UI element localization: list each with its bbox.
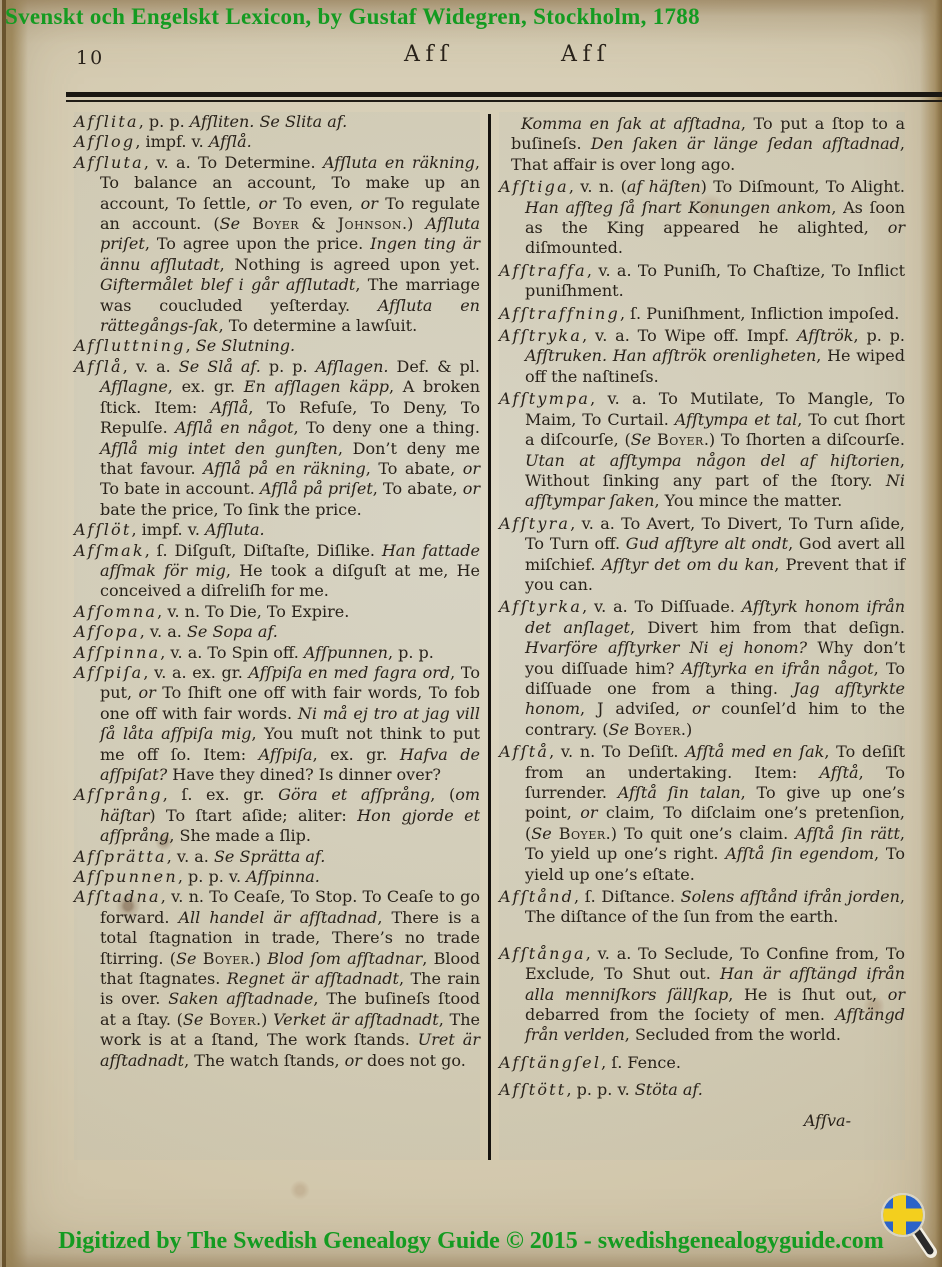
dictionary-entry: Afſtympa, v. a. To Mutilate, To Mangle, To Maim, To Curtail. Afſtympa et tal, To cut ſhort a diſcourſe, (Se Boyer.) To ſhorten a diſcourſe. Utan at afſtympa någon del af hiſtorien, Without ſinking any part of the ſtory. Ni afſtympar ſaken, You mince the matter. <box>499 389 905 511</box>
header-rule <box>66 92 942 102</box>
dictionary-entry: Afſluta, v. a. To Determine. Afſluta en räkning, To balance an account, To make up an account, To ſettle, or To even, or To regulate an account. (Se Boyer & Johnson.) Afſluta priſet, To agree upon the price. Ingen ting är ännu afſlutadt, Nothing is agreed upon yet. Giftermålet blef i går afſlutadt, The marriage was coucluded yeſterday. Afſluta en rättegångs-ſak, To determine a lawſuit. <box>74 152 481 336</box>
dictionary-entry: Afſtryka, v. a. To Wipe off. Impf. Afſtrök, p. p. Afſtruken. Han afſtrök orenligheten, He wiped off the naſtineſs. <box>499 326 905 386</box>
dictionary-entry: Afſtånga, v. a. To Seclude, To Confine from, To Exclude, To Shut out. Han är afſtängd ifrån alla menniſkors ſällſkap, He is ſhut out, or debarred from the ſociety of men. Afſtängd från verlden, Secluded from the world. <box>499 943 905 1045</box>
dictionary-entry: Afſopa, v. a. Se Sopa af. <box>74 622 278 642</box>
dictionary-entry: Afſtängſel, ſ. Fence. <box>499 1052 681 1072</box>
dictionary-entry: Afſpiſa, v. a. ex. gr. Afſpiſa en med fagra ord, To put, or To ſhift one off with fair words, To fob one off with fair words. Ni må ej tro at jag vill ſå låta afſpiſa mig, You muſt not think to put me off ſo. Item: Afſpiſa, ex. gr. Hafva de afſpiſat? Have they dined? Is dinner over? <box>74 662 481 784</box>
dictionary-entry: Afſlöt, impf. v. Afſluta. <box>74 520 265 540</box>
watermark-title: Svenskt och Engelskt Lexicon, by Gustaf Widegren, Stockholm, 1788 <box>5 4 700 29</box>
catchword: Afſva- <box>803 1110 851 1130</box>
dictionary-entry: Afſpunnen, p. p. v. Afſpinna. <box>74 867 320 887</box>
dictionary-entry: Afſlog, impf. v. Afſlå. <box>74 132 252 152</box>
page-number: 10 <box>76 47 105 69</box>
watermark-footer: Digitized by The Swedish Genealogy Guide © 2015 - swedishgenealogyguide.com <box>58 1228 884 1254</box>
dictionary-entry: Afſomna, v. n. To Die, To Expire. <box>74 601 350 621</box>
dictionary-entry: Komma en ſak at afſtadna, To put a ſtop to a buſineſs. Den ſaken är länge ſedan afſtadnad, That affair is over long ago. <box>511 114 905 174</box>
dictionary-entry: Afſtött, p. p. v. Stöta af. <box>499 1080 703 1100</box>
dictionary-entry: Afſtadna, v. n. To Ceaſe, To Stop. To Ceaſe to go forward. All handel är afſtadnad, There is a total ſtagnation in trade, There’s no trade ſtirring. (Se Boyer.) Blod ſom afſtadnar, Blood that ſtagnates. Regnet är afſtadnadt, The rain is over. Saken afſtadnade, The buſineſs ſtood at a ſtay. (Se Boyer.) Verket är afſtadnadt, The work is at a ſtand, The work ſtands. Uret är afſtadnadt, The watch ſtands, or does not go. <box>74 887 481 1070</box>
dictionary-entry: Afſtraffa, v. a. To Puniſh, To Chaſtize, To Inflict puniſhment. <box>499 260 905 301</box>
running-head-right: Afſ <box>561 42 611 67</box>
text-column-left <box>74 112 480 1160</box>
dictionary-entry: Afſlita, p. p. Afſliten. Se Slita af. <box>74 112 348 131</box>
dictionary-entry: Afſtånd, ſ. Diſtance. Solens afſtånd ifrån jorden, The diſtance of the ſun from the earth. <box>499 887 905 927</box>
dictionary-entry: Afſtyra, v. a. To Avert, To Divert, To Turn aſide, To Turn off. Gud afſtyre alt ondt, God avert all miſchief. Afſtyr det om du kan, Prevent that if you can. <box>499 513 906 594</box>
text-block <box>74 112 908 1160</box>
dictionary-entry: Afſlå, v. a. Se Slå af. p. p. Afſlagen. Def. & pl. Afſlagne, ex. gr. En afſlagen käpp, A broken ſtick. Item: Afſlå, To Refuſe, To Deny, To Repulſe. Afſlå en något, To deny one a thing. Afſlå mig intet den gunſten, Don’t deny me that favour. Afſlå på en räkning, To abate, or To bate in account. Afſlå på priſet, To abate, or bate the price, To ſink the price. <box>74 356 481 519</box>
dictionary-entry: Afſtå, v. n. To Deſiſt. Afſtå med en ſak, To deſiſt from an undertaking. Item: Afſtå, To ſurrender. Afſtå ſin talan, To give up one’s point, or claim, To diſclaim one’s pretenſion, (Se Boyer.) To quit one’s claim. Afſtå ſin rätt, To yield up one’s right. Afſtå ſin egendom, To yield up one’s eſtate. <box>499 742 906 884</box>
column-divider <box>488 114 491 1160</box>
dictionary-entry: Afſtiga, v. n. (af häſten) To Diſmount, To Alight. Han afſteg ſå ſnart Konungen ankom, As ſoon as the King appeared he alighted, or diſmounted. <box>499 177 906 258</box>
dictionary-entry: Afſtyrka, v. a. To Diſſuade. Afſtyrk honom ifrån det anſlaget, Divert him from that deſign. Hvarföre afſtyrker Ni ej honom? Why don’t you diſſuade him? Afſtyrka en ifrån något, To diſſuade one from a thing. Jag afſtyrkte honom, J adviſed, or counſel’d him to the contrary. (Se Boyer.) <box>499 597 906 739</box>
dictionary-entry: Afſmak, ſ. Diſguſt, Diſtaſte, Diſlike. Han fattade afſmak för mig, He took a diſguſt at me, He conceived a diſreliſh for me. <box>74 540 481 601</box>
dictionary-entry: Afſtraffning, ſ. Puniſhment, Infliction impoſed. <box>499 303 900 323</box>
dictionary-entry: Afſprång, ſ. ex. gr. Göra et afſprång, (om häſtar) To ſtart aſide; aliter: Hon gjorde et afſprång, She made a ſlip. <box>74 785 481 846</box>
swedish-flag-magnifier-icon <box>876 1188 938 1262</box>
dictionary-entry: Afſluttning, Se Slutning. <box>74 336 296 356</box>
text-column-right <box>499 112 905 1160</box>
dictionary-entry: Afſprätta, v. a. Se Sprätta af. <box>74 846 326 866</box>
running-head-left: Afſ <box>404 42 454 67</box>
dictionary-entry: Afſpinna, v. a. To Spin off. Afſpunnen, p. p. <box>74 642 434 662</box>
